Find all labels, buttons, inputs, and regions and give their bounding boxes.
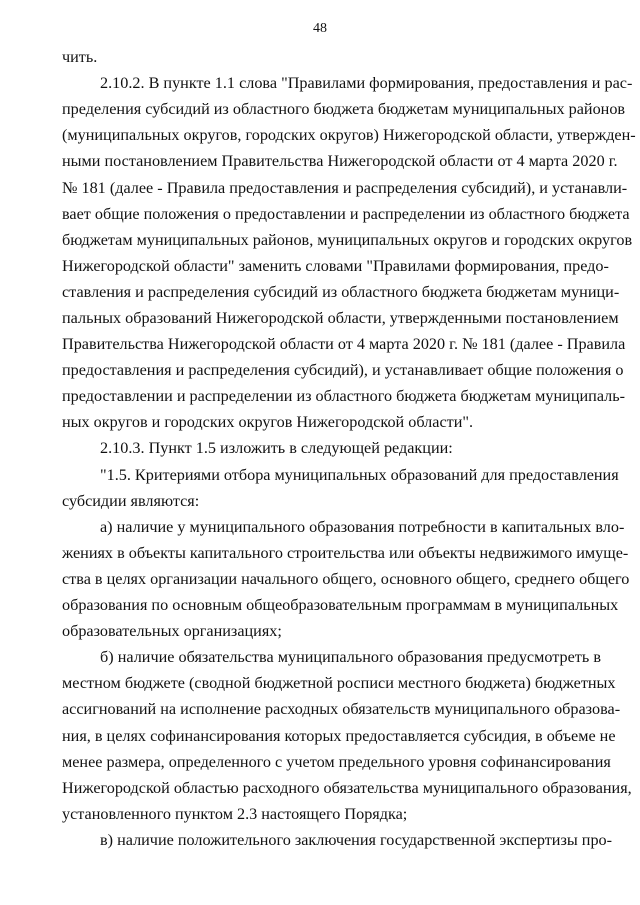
- text-line: (муниципальных округов, городских округов) Нижегородской области, утвержден-: [62, 126, 636, 144]
- text-line: б) наличие обязательства муниципального образования предусмотреть в: [100, 648, 601, 666]
- text-line: № 181 (далее - Правила предоставления и распределения субсидий), и устанавли-: [62, 179, 628, 197]
- text-line: предоставления и распределения субсидий), и устанавливает общие положения о: [62, 361, 624, 379]
- text-line: ставления и распределения субсидий из областного бюджета бюджетам муници-: [62, 283, 620, 301]
- text-line: 2.10.2. В пункте 1.1 слова "Правилами формирования, предоставления и рас-: [100, 74, 633, 92]
- text-line: 2.10.3. Пункт 1.5 изложить в следующей редакции:: [100, 439, 453, 457]
- text-line: Нижегородской области" заменить словами "Правилами формирования, предо-: [62, 257, 609, 275]
- text-line: в) наличие положительного заключения государственной экспертизы про-: [100, 831, 613, 849]
- text-line: менее размера, определенного с учетом предельного уровня софинансирования: [62, 753, 611, 771]
- text-line: пределения субсидий из областного бюджета бюджетам муниципальных районов: [62, 100, 626, 118]
- text-line: жениях в объекты капитального строительства или объекты недвижимого имуще-: [62, 544, 629, 562]
- text-line: Правительства Нижегородской области от 4 марта 2020 г. № 181 (далее - Правила: [62, 335, 626, 353]
- page-number: 48: [313, 21, 327, 36]
- text-line: образования по основным общеобразовательным программам в муниципальных: [62, 596, 619, 614]
- text-line: а) наличие у муниципального образования потребности в капитальных вло-: [100, 518, 625, 536]
- text-line: ными постановлением Правительства Нижегородской области от 4 марта 2020 г.: [62, 152, 618, 170]
- text-line: бюджетам муниципальных районов, муниципальных округов и городских округов: [62, 231, 633, 249]
- text-line: установленного пунктом 2.3 настоящего Порядка;: [62, 805, 408, 823]
- text-line: образовательных организациях;: [62, 622, 282, 640]
- text-line: ных округов и городских округов Нижегородской области".: [62, 413, 474, 431]
- text-line: пальных образований Нижегородской области, утвержденными постановлением: [62, 309, 619, 327]
- text-line: Нижегородской областью расходного обязательства муниципального образования,: [62, 779, 632, 797]
- text-line: ния, в целях софинансирования которых предоставляется субсидия, в объеме не: [62, 727, 616, 745]
- text-line: предоставлении и распределении из областного бюджета бюджетам муниципаль-: [62, 387, 626, 405]
- text-line: вает общие положения о предоставлении и распределении из областного бюджета: [62, 205, 630, 223]
- text-line: субсидии являются:: [62, 492, 200, 510]
- text-line: ассигнований на исполнение расходных обязательств муниципального образова-: [62, 700, 621, 718]
- text-line: чить.: [62, 48, 98, 66]
- text-line: местном бюджете (сводной бюджетной росписи местного бюджета) бюджетных: [62, 674, 616, 692]
- text-line: "1.5. Критериями отбора муниципальных образований для предоставления: [100, 466, 619, 484]
- text-line: ства в целях организации начального общего, основного общего, среднего общего: [62, 570, 630, 588]
